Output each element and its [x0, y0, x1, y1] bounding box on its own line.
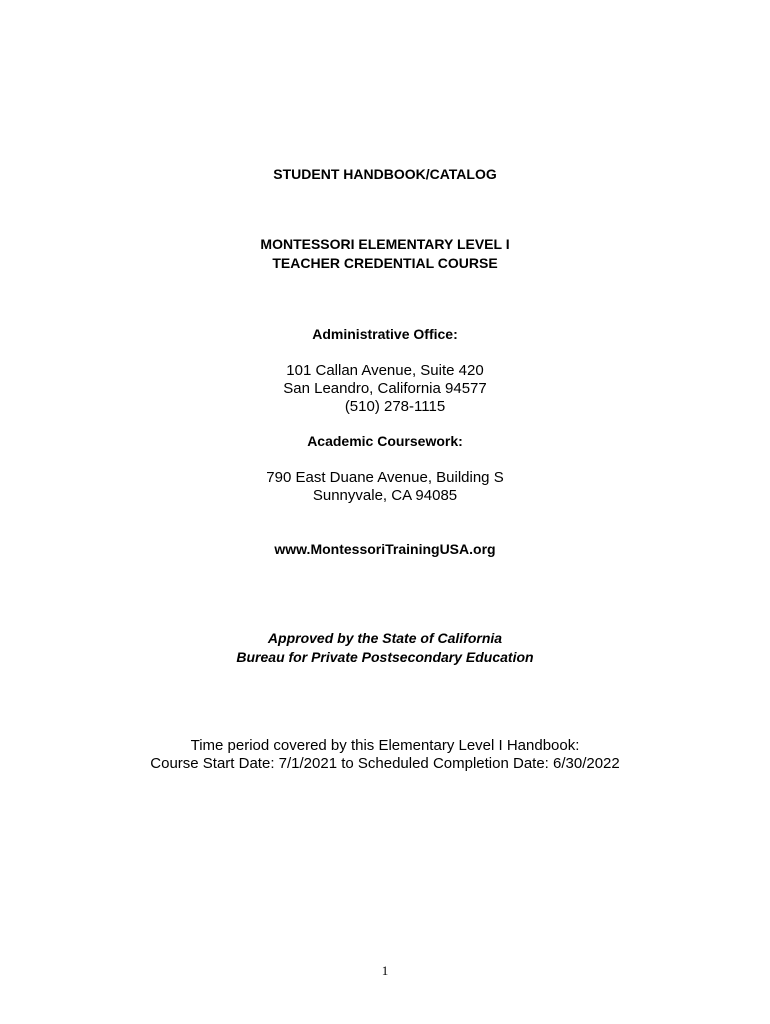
admin-office-address-line2: San Leandro, California 94577 — [283, 380, 487, 397]
academic-address-line1: 790 East Duane Avenue, Building S — [266, 469, 504, 486]
website-link[interactable]: www.MontessoriTrainingUSA.org — [274, 541, 496, 557]
approval-line2: Bureau for Private Postsecondary Education — [236, 649, 534, 665]
course-title-line1: MONTESSORI ELEMENTARY LEVEL I — [260, 236, 510, 252]
time-period-line1: Time period covered by this Elementary Level I Handbook: — [190, 737, 580, 754]
course-title-line2: TEACHER CREDENTIAL COURSE — [272, 255, 498, 271]
admin-office-address-line1: 101 Callan Avenue, Suite 420 — [286, 362, 484, 379]
admin-office-heading: Administrative Office: — [312, 326, 458, 342]
academic-coursework-heading: Academic Coursework: — [307, 433, 463, 449]
admin-office-phone: (510) 278-1115 — [344, 398, 446, 415]
academic-address-line2: Sunnyvale, CA 94085 — [312, 487, 458, 504]
time-period-line2: Course Start Date: 7/1/2021 to Scheduled Completion Date: 6/30/2022 — [150, 755, 620, 772]
page-number: 1 — [381, 963, 389, 978]
handbook-title: STUDENT HANDBOOK/CATALOG — [273, 166, 497, 182]
approval-line1: Approved by the State of California — [267, 630, 503, 646]
